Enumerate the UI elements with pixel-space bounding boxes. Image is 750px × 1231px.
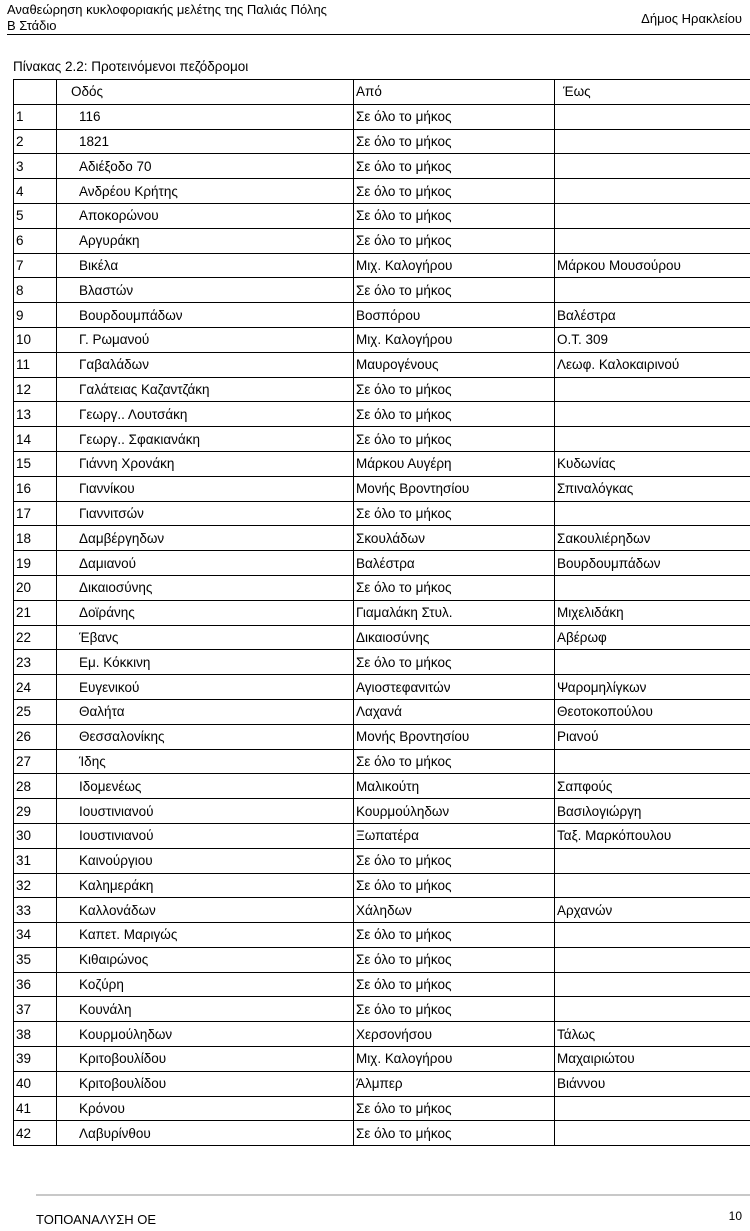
to-cell: Μάρκου Μουσούρου: [555, 253, 750, 278]
street-cell: Ιουστινιανού: [57, 799, 354, 824]
to-cell: [555, 278, 750, 303]
table-row: [14, 402, 750, 427]
row-number-cell: 9: [14, 303, 57, 328]
row-number-cell: 35: [14, 947, 57, 972]
table-row: [14, 1022, 750, 1047]
from-cell: Σε όλο το μήκος: [354, 650, 555, 675]
table-row: [14, 154, 750, 179]
table-row: [14, 749, 750, 774]
row-number-cell: 6: [14, 228, 57, 253]
row-number-cell: 23: [14, 650, 57, 675]
to-cell: [555, 228, 750, 253]
to-cell: Κυδωνίας: [555, 451, 750, 476]
to-cell: [555, 203, 750, 228]
table-body: [14, 104, 750, 1145]
to-cell: Ο.Τ. 309: [555, 327, 750, 352]
table-row: [14, 228, 750, 253]
row-number-cell: 29: [14, 799, 57, 824]
from-cell: Σε όλο το μήκος: [354, 377, 555, 402]
from-cell: Σε όλο το μήκος: [354, 1096, 555, 1121]
from-cell: Βοσπόρου: [354, 303, 555, 328]
to-cell: Μιχελιδάκη: [555, 600, 750, 625]
table-row: [14, 278, 750, 303]
row-number-cell: 7: [14, 253, 57, 278]
from-cell: Σε όλο το μήκος: [354, 923, 555, 948]
street-cell: Γαβαλάδων: [57, 352, 354, 377]
to-cell: Βουρδουμπάδων: [555, 551, 750, 576]
to-cell: Βασιλογιώργη: [555, 799, 750, 824]
to-cell: Ψαρομηλίγκων: [555, 675, 750, 700]
table-row: [14, 923, 750, 948]
table-row: [14, 327, 750, 352]
row-number-cell: 4: [14, 179, 57, 204]
to-cell: [555, 972, 750, 997]
table-caption: Πίνακας 2.2: Προτεινόμενοι πεζόδρομοι: [13, 59, 249, 74]
street-cell: Λαβυρίνθου: [57, 1121, 354, 1146]
street-cell: Ιδομενέως: [57, 774, 354, 799]
street-cell: Έβανς: [57, 625, 354, 650]
row-number-cell: 32: [14, 873, 57, 898]
table-row: [14, 625, 750, 650]
row-number-cell: 30: [14, 823, 57, 848]
to-cell: Τάλως: [555, 1022, 750, 1047]
street-cell: Κιθαιρώνος: [57, 947, 354, 972]
from-cell: Μονής Βροντησίου: [354, 476, 555, 501]
to-cell: [555, 575, 750, 600]
footer-divider: [36, 1194, 750, 1196]
row-number-cell: 2: [14, 129, 57, 154]
table-row: [14, 823, 750, 848]
to-cell: Αρχανών: [555, 898, 750, 923]
header-title-line-1: Αναθεώρηση κυκλοφοριακής μελέτης της Παλιάς Πόλης: [7, 2, 327, 17]
from-cell: Ξωπατέρα: [354, 823, 555, 848]
from-cell: Σε όλο το μήκος: [354, 873, 555, 898]
to-cell: [555, 923, 750, 948]
street-cell: Γεωργ.. Λουτσάκη: [57, 402, 354, 427]
from-cell: Λαχανά: [354, 699, 555, 724]
street-cell: Κουνάλη: [57, 997, 354, 1022]
from-cell: Σε όλο το μήκος: [354, 947, 555, 972]
from-cell: Χερσονήσου: [354, 1022, 555, 1047]
table-row: [14, 947, 750, 972]
street-cell: Δικαιοσύνης: [57, 575, 354, 600]
row-number-cell: 11: [14, 352, 57, 377]
table-row: [14, 179, 750, 204]
from-cell: Σε όλο το μήκος: [354, 427, 555, 452]
from-cell: Μαλικούτη: [354, 774, 555, 799]
street-cell: Θεσσαλονίκης: [57, 724, 354, 749]
street-cell: Αποκορώνου: [57, 203, 354, 228]
row-number-cell: 17: [14, 501, 57, 526]
table-header-row: [14, 80, 750, 105]
from-cell: Κουρμούληδων: [354, 799, 555, 824]
from-cell: Σε όλο το μήκος: [354, 972, 555, 997]
to-cell: [555, 1121, 750, 1146]
from-cell: Σε όλο το μήκος: [354, 278, 555, 303]
table-row: [14, 774, 750, 799]
street-cell: Καλημεράκη: [57, 873, 354, 898]
to-cell: [555, 997, 750, 1022]
table-row: [14, 1047, 750, 1072]
from-cell: Άλμπερ: [354, 1071, 555, 1096]
street-cell: Κουρμούληδων: [57, 1022, 354, 1047]
street-cell: Κριτοβουλίδου: [57, 1047, 354, 1072]
table-row: [14, 997, 750, 1022]
street-cell: Ευγενικού: [57, 675, 354, 700]
row-number-cell: 28: [14, 774, 57, 799]
street-cell: Ανδρέου Κρήτης: [57, 179, 354, 204]
row-number-cell: 13: [14, 402, 57, 427]
column-header-street: Οδός: [57, 80, 354, 105]
from-cell: Μαυρογένους: [354, 352, 555, 377]
table-row: [14, 1096, 750, 1121]
table-row: [14, 551, 750, 576]
row-number-cell: 3: [14, 154, 57, 179]
row-number-cell: 15: [14, 451, 57, 476]
column-header-from: Από: [354, 80, 555, 105]
table-row: [14, 799, 750, 824]
table-row: [14, 129, 750, 154]
street-cell: Γιαννιτσών: [57, 501, 354, 526]
to-cell: Βιάννου: [555, 1071, 750, 1096]
street-cell: Κρόνου: [57, 1096, 354, 1121]
street-cell: Γιαννίκου: [57, 476, 354, 501]
from-cell: Χάληδων: [354, 898, 555, 923]
to-cell: [555, 377, 750, 402]
table-row: [14, 724, 750, 749]
from-cell: Γιαμαλάκη Στυλ.: [354, 600, 555, 625]
from-cell: Σε όλο το μήκος: [354, 104, 555, 129]
table-row: [14, 972, 750, 997]
table-row: [14, 501, 750, 526]
footer-company: ΤΟΠΟΑΝΑΛΥΣΗ ΟΕ: [36, 1212, 157, 1227]
table-row: [14, 427, 750, 452]
table-row: [14, 253, 750, 278]
to-cell: [555, 427, 750, 452]
row-number-cell: 21: [14, 600, 57, 625]
to-cell: Ταξ. Μαρκόπουλου: [555, 823, 750, 848]
from-cell: Σε όλο το μήκος: [354, 997, 555, 1022]
table-row: [14, 873, 750, 898]
from-cell: Σε όλο το μήκος: [354, 402, 555, 427]
street-cell: 1821: [57, 129, 354, 154]
street-cell: Βουρδουμπάδων: [57, 303, 354, 328]
to-cell: Σαπφούς: [555, 774, 750, 799]
row-number-cell: 12: [14, 377, 57, 402]
row-number-cell: 40: [14, 1071, 57, 1096]
row-number-cell: 31: [14, 848, 57, 873]
from-cell: Σε όλο το μήκος: [354, 129, 555, 154]
from-cell: Σε όλο το μήκος: [354, 179, 555, 204]
row-number-cell: 22: [14, 625, 57, 650]
to-cell: Μαχαιριώτου: [555, 1047, 750, 1072]
street-cell: Βικέλα: [57, 253, 354, 278]
to-cell: [555, 749, 750, 774]
to-cell: Λεωφ. Καλοκαιρινού: [555, 352, 750, 377]
from-cell: Σε όλο το μήκος: [354, 749, 555, 774]
table-row: [14, 1071, 750, 1096]
to-cell: [555, 154, 750, 179]
row-number-cell: 37: [14, 997, 57, 1022]
row-number-cell: 33: [14, 898, 57, 923]
table-row: [14, 575, 750, 600]
from-cell: Σε όλο το μήκος: [354, 575, 555, 600]
table-row: [14, 203, 750, 228]
street-cell: Ίδης: [57, 749, 354, 774]
row-number-cell: 36: [14, 972, 57, 997]
from-cell: Βαλέστρα: [354, 551, 555, 576]
to-cell: [555, 179, 750, 204]
table-row: [14, 699, 750, 724]
from-cell: Μιχ. Καλογήρου: [354, 1047, 555, 1072]
street-cell: Δαμιανού: [57, 551, 354, 576]
row-number-cell: 41: [14, 1096, 57, 1121]
row-number-cell: 38: [14, 1022, 57, 1047]
street-cell: Εμ. Κόκκινη: [57, 650, 354, 675]
row-number-cell: 25: [14, 699, 57, 724]
column-header-to: Έως: [555, 80, 750, 105]
pedestrian-streets-table: [13, 79, 750, 1146]
from-cell: Μονής Βροντησίου: [354, 724, 555, 749]
from-cell: Μιχ. Καλογήρου: [354, 327, 555, 352]
street-cell: Δαμβέργηδων: [57, 526, 354, 551]
from-cell: Σε όλο το μήκος: [354, 154, 555, 179]
street-cell: Αδιέξοδο 70: [57, 154, 354, 179]
row-number-cell: 19: [14, 551, 57, 576]
to-cell: [555, 1096, 750, 1121]
table-row: [14, 104, 750, 129]
street-cell: Γαλάτειας Καζαντζάκη: [57, 377, 354, 402]
row-number-cell: 42: [14, 1121, 57, 1146]
table-row: [14, 898, 750, 923]
table-row: [14, 650, 750, 675]
to-cell: [555, 947, 750, 972]
row-number-cell: 39: [14, 1047, 57, 1072]
row-number-cell: 18: [14, 526, 57, 551]
to-cell: [555, 873, 750, 898]
table-row: [14, 1121, 750, 1146]
to-cell: [555, 650, 750, 675]
table-row: [14, 476, 750, 501]
street-cell: Γιάννη Χρονάκη: [57, 451, 354, 476]
header-title-line-2: Β Στάδιο: [7, 18, 57, 33]
from-cell: Σε όλο το μήκος: [354, 203, 555, 228]
street-cell: Ιουστινιανού: [57, 823, 354, 848]
street-cell: Κοζύρη: [57, 972, 354, 997]
to-cell: [555, 104, 750, 129]
street-cell: Γ. Ρωμανού: [57, 327, 354, 352]
from-cell: Μιχ. Καλογήρου: [354, 253, 555, 278]
street-cell: Κριτοβουλίδου: [57, 1071, 354, 1096]
document-header-title: [7, 2, 327, 34]
column-header-number: [14, 80, 57, 105]
from-cell: Σε όλο το μήκος: [354, 228, 555, 253]
table-row: [14, 848, 750, 873]
row-number-cell: 14: [14, 427, 57, 452]
from-cell: Δικαιοσύνης: [354, 625, 555, 650]
row-number-cell: 27: [14, 749, 57, 774]
header-organization: Δήμος Ηρακλείου: [641, 11, 742, 26]
from-cell: Μάρκου Αυγέρη: [354, 451, 555, 476]
table-row: [14, 600, 750, 625]
to-cell: [555, 129, 750, 154]
table-row: [14, 303, 750, 328]
street-cell: Καινούργιου: [57, 848, 354, 873]
from-cell: Σε όλο το μήκος: [354, 1121, 555, 1146]
from-cell: Αγιοστεφανιτών: [354, 675, 555, 700]
street-cell: Βλαστών: [57, 278, 354, 303]
row-number-cell: 26: [14, 724, 57, 749]
to-cell: [555, 848, 750, 873]
table-row: [14, 352, 750, 377]
table-row: [14, 526, 750, 551]
from-cell: Σε όλο το μήκος: [354, 501, 555, 526]
to-cell: Θεοτοκοπούλου: [555, 699, 750, 724]
street-cell: Καπετ. Μαριγώς: [57, 923, 354, 948]
row-number-cell: 20: [14, 575, 57, 600]
row-number-cell: 34: [14, 923, 57, 948]
page-number: 10: [728, 1209, 742, 1223]
row-number-cell: 16: [14, 476, 57, 501]
row-number-cell: 1: [14, 104, 57, 129]
street-cell: Αργυράκη: [57, 228, 354, 253]
street-cell: 116: [57, 104, 354, 129]
to-cell: Σπιναλόγκας: [555, 476, 750, 501]
street-cell: Καλλονάδων: [57, 898, 354, 923]
street-cell: Θαλήτα: [57, 699, 354, 724]
from-cell: Σκουλάδων: [354, 526, 555, 551]
to-cell: [555, 402, 750, 427]
table-row: [14, 451, 750, 476]
header-divider: [7, 34, 750, 35]
street-cell: Γεωργ.. Σφακιανάκη: [57, 427, 354, 452]
row-number-cell: 5: [14, 203, 57, 228]
to-cell: Ριανού: [555, 724, 750, 749]
table-row: [14, 675, 750, 700]
to-cell: [555, 501, 750, 526]
to-cell: Αβέρωφ: [555, 625, 750, 650]
to-cell: Σακουλιέρηδων: [555, 526, 750, 551]
to-cell: Βαλέστρα: [555, 303, 750, 328]
street-cell: Δοϊράνης: [57, 600, 354, 625]
from-cell: Σε όλο το μήκος: [354, 848, 555, 873]
row-number-cell: 24: [14, 675, 57, 700]
row-number-cell: 10: [14, 327, 57, 352]
row-number-cell: 8: [14, 278, 57, 303]
table-row: [14, 377, 750, 402]
